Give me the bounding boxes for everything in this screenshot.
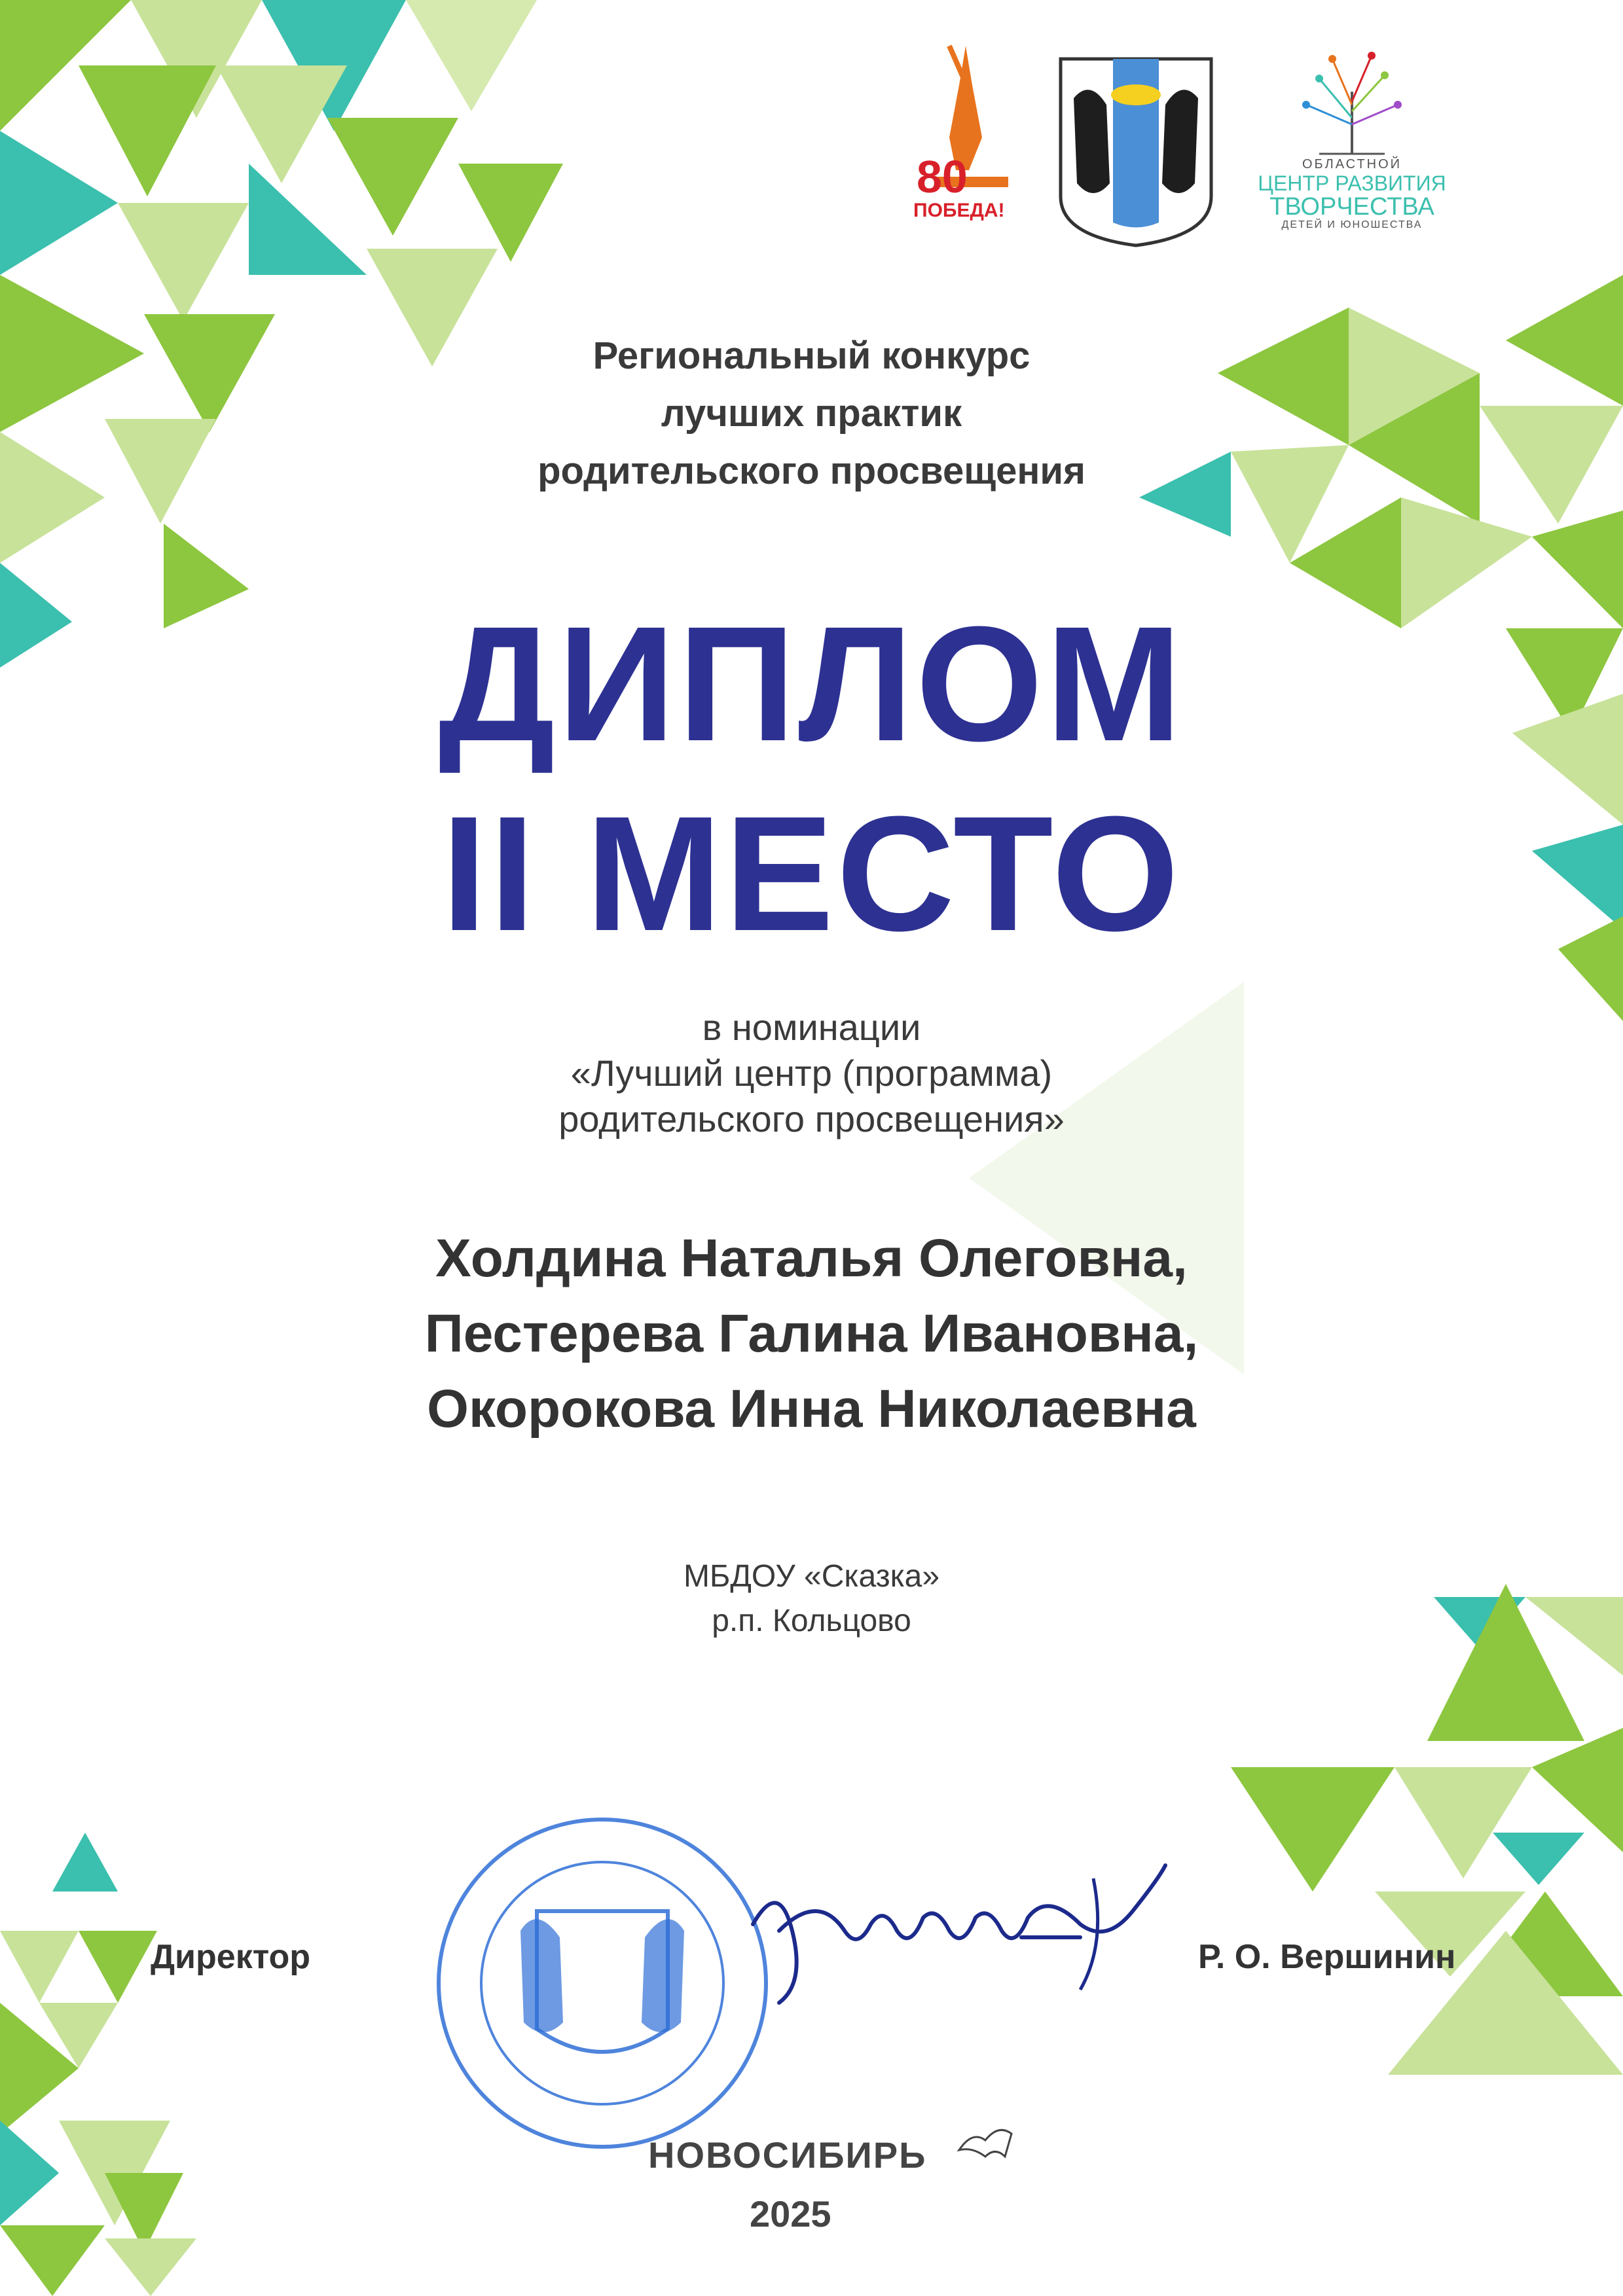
victory-caption: ПОБЕДА! [913,200,1005,221]
year: 2025 [750,2193,831,2234]
victory-80-logo [910,39,1021,229]
official-stamp [429,1813,776,2153]
contest-line-3: родительского просвещения [538,450,1085,492]
recipient-name: Окорокова Инна Николаевна [427,1379,1196,1439]
contest-line-2: лучших практик [661,392,962,435]
victory-number: 80 [917,151,968,202]
organization-block [0,1554,1623,1643]
contest-heading [0,327,1623,500]
center-line2-text: ТВОРЧЕСТВА [1269,193,1434,221]
coat-of-arms-logo [1054,52,1218,249]
recipients-list [0,1221,1623,1446]
signatory-name: Р. О. Вершинин [1198,1938,1456,1976]
organization-location: р.п. Кольцово [712,1604,911,1638]
center-bottom-text: ДЕТЕЙ И ЮНОШЕСТВА [1281,219,1423,230]
center-top-text: ОБЛАСТНОЙ [1302,157,1402,171]
novosibirsk-coat-of-arms-icon [1054,52,1218,249]
recipient-name: Холдина Наталья Олеговна, [435,1229,1188,1288]
contest-line-1: Региональный конкурс [593,334,1030,377]
nomination-line-3: родительского просвещения» [558,1098,1065,1139]
diploma-title [0,589,1623,969]
tree-icon [1293,46,1411,157]
handwritten-signature [740,1852,1185,2009]
recipient-name: Пестерева Галина Ивановна, [424,1304,1199,1363]
signatory-position: Директор [151,1938,311,1976]
center-line1-text: ЦЕНТР РАЗВИТИЯ [1258,171,1446,195]
diploma-title-line-2: II МЕСТО [441,782,1182,965]
diploma-title-line-1: ДИПЛОМ [438,592,1185,775]
nomination-block [0,1005,1623,1142]
book-icon [953,2111,1018,2163]
nomination-line-1: в номинации [702,1007,921,1048]
city-name: НОВОСИБИРЬ [648,2134,927,2176]
nomination-line-2: «Лучший центр (программа) [570,1052,1053,1094]
creativity-center-logo [1237,46,1467,255]
organization-name: МБДОУ «Сказка» [683,1559,940,1594]
